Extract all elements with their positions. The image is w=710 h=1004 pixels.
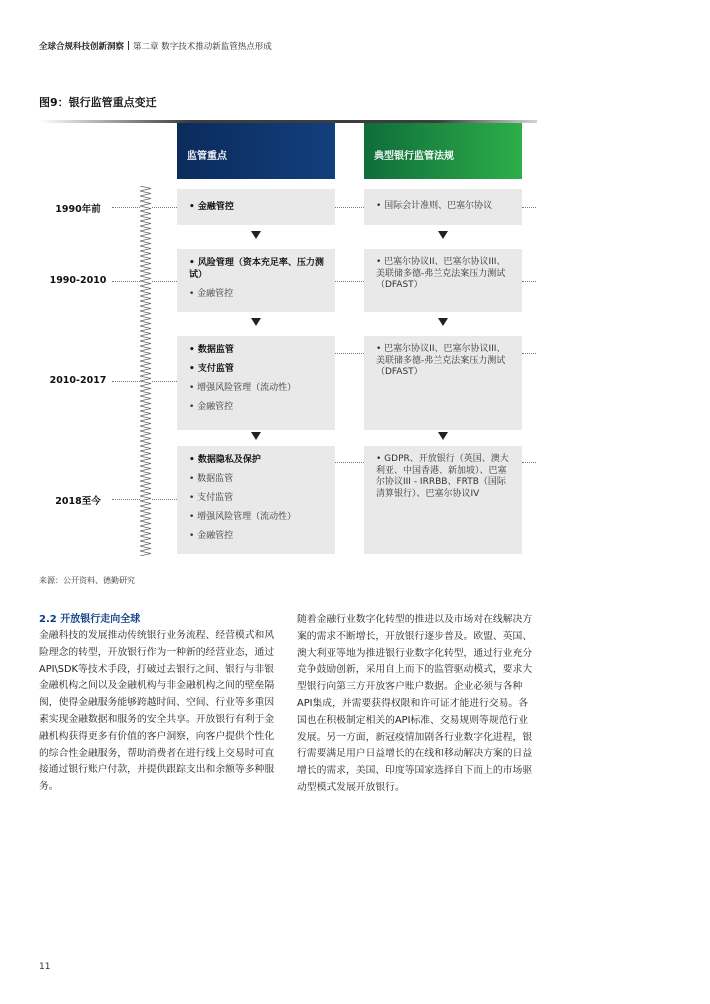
text-column-right: [297, 612, 533, 797]
focus-item: • 数据隐私及保护: [189, 455, 261, 465]
period-label: 2010-2017: [49, 375, 107, 386]
page-header: [39, 40, 272, 52]
focus-box-2010-2017: [177, 336, 335, 430]
focus-item: • 金融管控: [189, 402, 234, 412]
dotted-leader: [335, 462, 364, 463]
laws-box-1990-2010: [364, 249, 522, 312]
dotted-leader: [112, 207, 140, 208]
period-label: 2018至今: [55, 496, 101, 507]
page-number: 11: [39, 962, 51, 972]
focus-box-1990: [177, 189, 335, 225]
laws-box-1990: [364, 189, 522, 225]
focus-item: • 增强风险管理（流动性）: [189, 512, 297, 522]
down-arrow-icon: [438, 318, 448, 326]
down-arrow-icon: [251, 318, 261, 326]
focus-item: • 数据监管: [189, 345, 234, 355]
report-title: 全球合规科技创新洞察: [39, 42, 125, 52]
dotted-leader: [152, 499, 177, 500]
dotted-leader: [152, 281, 177, 282]
law-item: • 巴塞尔协议II、巴塞尔协议III、美联储多德-弗兰克法案压力测试（DFAST）: [376, 344, 506, 377]
timeline-zigzag: [139, 186, 152, 556]
focus-item: • 支付监管: [189, 493, 234, 503]
dotted-leader: [112, 381, 140, 382]
figure-title: 图9：银行监管重点变迁: [39, 96, 157, 109]
dotted-leader: [152, 381, 177, 382]
text-column-left: [39, 612, 275, 796]
focus-item: • 增强风险管理（流动性）: [189, 383, 297, 393]
period-label: 1990年前: [55, 204, 101, 215]
focus-item: • 金融管控: [189, 289, 234, 299]
dotted-leader: [335, 353, 364, 354]
dotted-leader: [522, 207, 536, 208]
dotted-leader: [522, 353, 536, 354]
dotted-leader: [112, 499, 140, 500]
down-arrow-icon: [438, 231, 448, 239]
focus-item: • 支付监管: [189, 364, 234, 374]
period-label: 1990-2010: [49, 275, 107, 286]
down-arrow-icon: [251, 231, 261, 239]
law-item: • GDPR、开放银行（英国、澳大利亚、中国香港、新加坡）、巴塞尔协议III - IRRBB、FRTB（国际清算银行）、巴塞尔协议IV: [376, 454, 509, 499]
focus-item: • 数据监管: [189, 474, 234, 484]
focus-box-2018: [177, 446, 335, 554]
section-title: 2.2 开放银行走向全球: [39, 614, 141, 625]
dotted-leader: [335, 281, 364, 282]
law-item: • 巴塞尔协议II、巴塞尔协议III、美联储多德-弗兰克法案压力测试（DFAST）: [376, 257, 506, 290]
paragraph: 金融科技的发展推动传统银行业务流程、经营模式和风险理念的转型，开放银行作为一种新的经营业态，通过API\SDK等技术手段，打破过去银行之间、银行与非银金融机构之间以及金融机构与非金融机构之间的壁垒隔阂，使得金融服务能够跨越时间、空间、行业等多重因素实现金融数据和服务的安全共享。开放银行有利于金融机构获得更多有价值的客户洞察，向客户提供个性化的综合性金融服务，帮助消费者在进行线上交易时可直接通过银行账户付款，并提供跟踪支出和余额等多种服务。: [39, 630, 275, 793]
focus-item: • 风险管理（资本充足率、压力测试）: [189, 258, 324, 280]
dotted-leader: [152, 207, 177, 208]
dotted-leader: [522, 462, 536, 463]
paragraph: 随着金融行业数字化转型的推进以及市场对在线解决方案的需求不断增长，开放银行逐步普及。欧盟、英国、澳大利亚等地为推进银行业数字化转型，通过行业充分竞争鼓励创新，采用自上而下的监管驱动模式，要求大型银行向第三方开放客户账户数据。企业必须与各种API集成，并需要获得权限和许可证才能进行交易。各国也在积极制定相关的API标准、交易规则等规范行业发展。另一方面，新冠疫情加剧各行业数字化进程，银行需要满足用户日益增长的在线和移动解决方案的日益增长的需求，美国、印度等国家选择自下而上的市场驱动型模式发展开放银行。: [297, 614, 533, 793]
focus-item: • 金融管控: [189, 531, 234, 541]
dotted-leader: [335, 207, 364, 208]
column-header-focus: 监管重点: [177, 123, 335, 179]
down-arrow-icon: [251, 432, 261, 440]
chapter-title: 第二章 数字技术推动新监管热点形成: [133, 42, 272, 52]
down-arrow-icon: [438, 432, 448, 440]
column-header-laws: 典型银行监管法规: [364, 123, 522, 179]
law-item: • 国际会计准则、巴塞尔协议: [376, 201, 493, 211]
header-divider: [128, 41, 129, 50]
focus-item: • 金融管控: [189, 202, 234, 212]
focus-box-1990-2010: [177, 249, 335, 312]
dotted-leader: [112, 281, 140, 282]
dotted-leader: [522, 281, 536, 282]
figure-source: 来源：公开资料、德勤研究: [39, 576, 135, 585]
laws-box-2018: [364, 446, 522, 554]
laws-box-2010-2017: [364, 336, 522, 430]
